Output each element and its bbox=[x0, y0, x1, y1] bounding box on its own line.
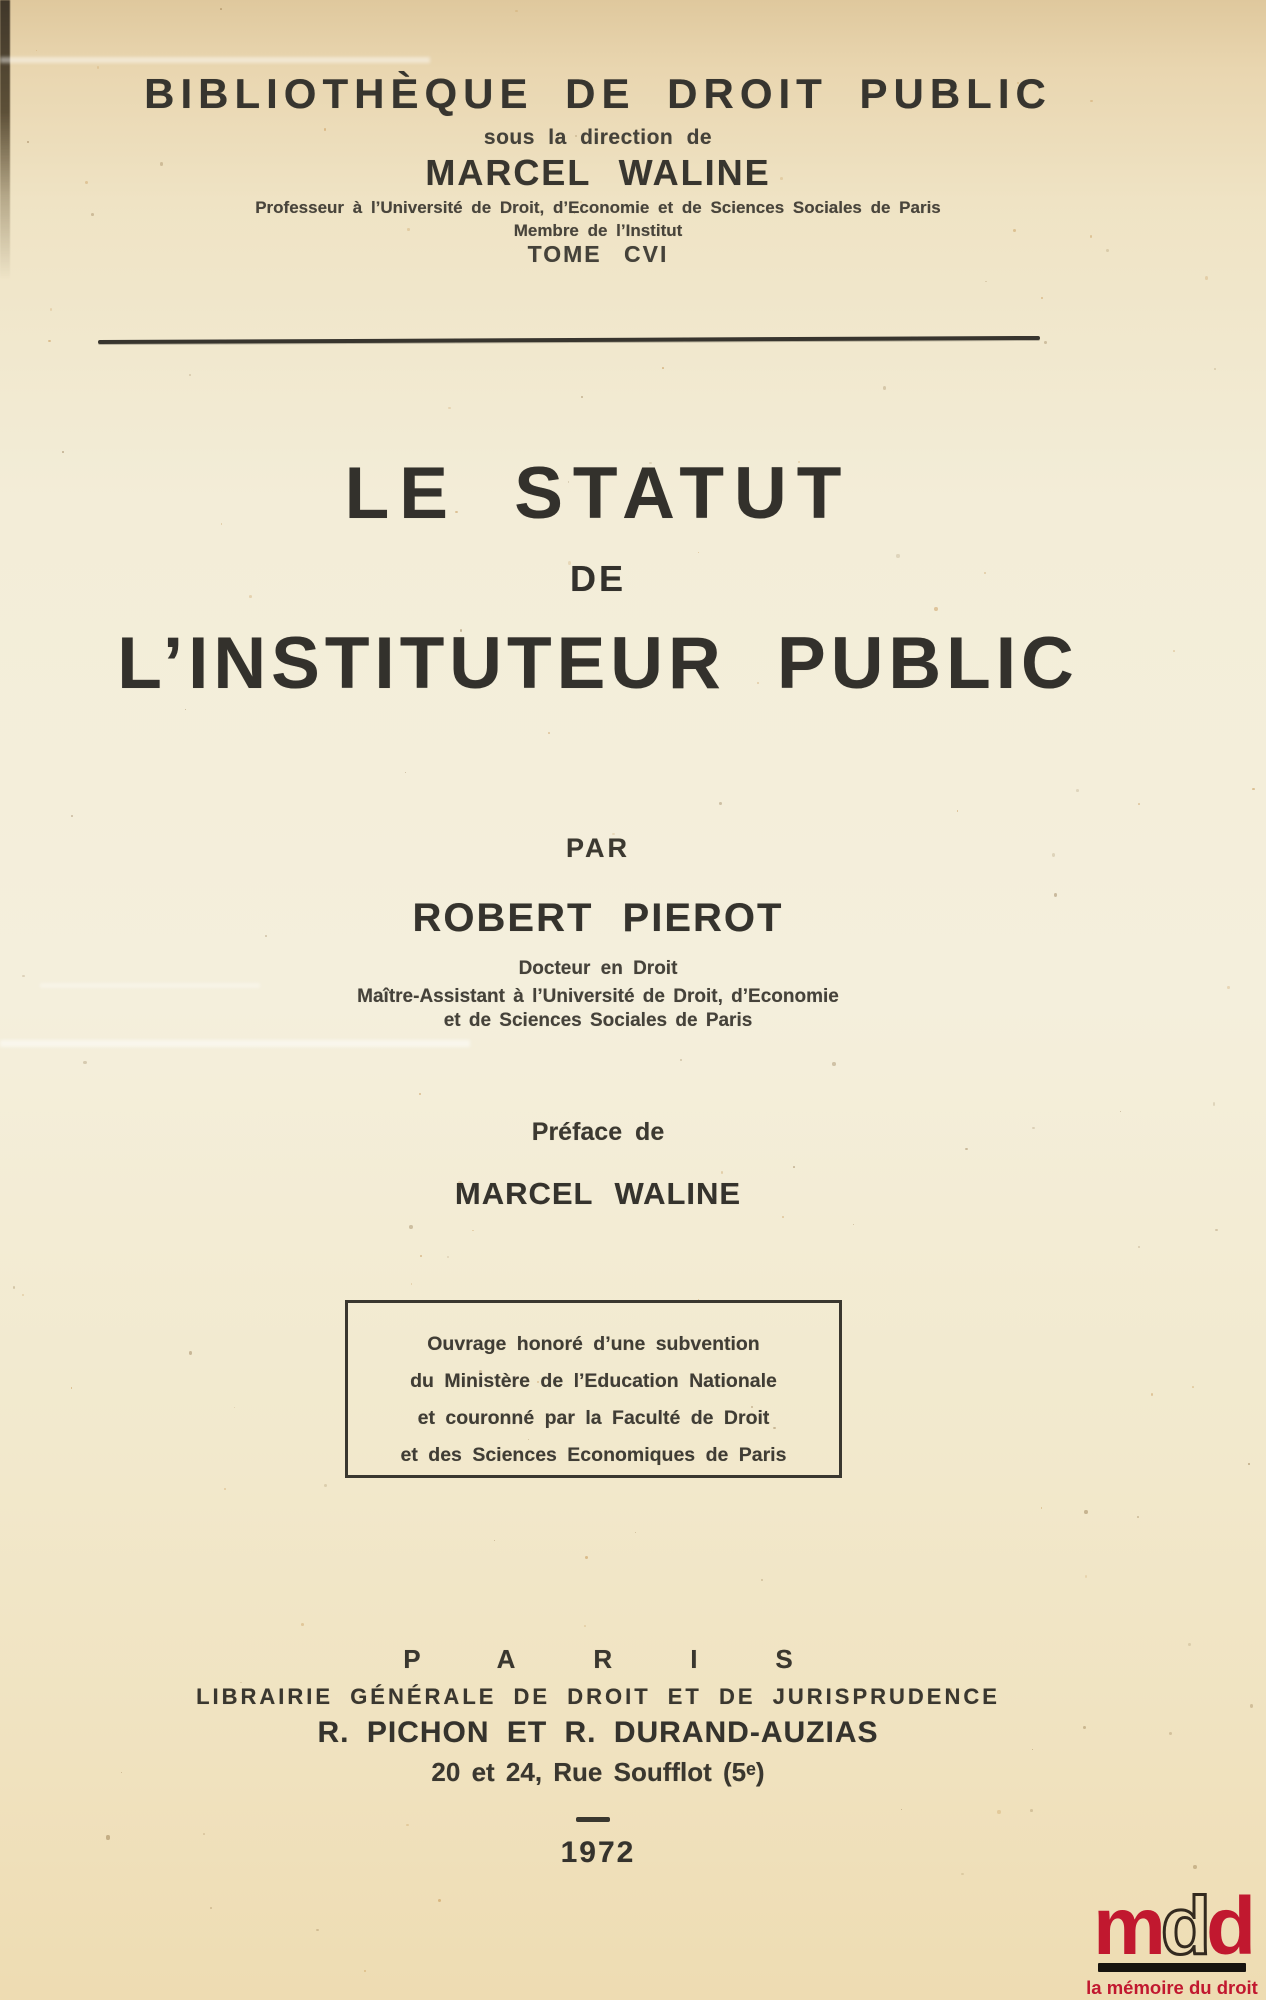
series-title: BIBLIOTHÈQUE DE DROIT PUBLIC bbox=[144, 70, 1052, 117]
separator-dash bbox=[576, 1817, 610, 1822]
book-title-line1: LE STATUT bbox=[344, 453, 852, 534]
mdd-logo-word bbox=[1086, 1881, 1258, 1972]
award-box-line4: et des Sciences Economiques de Paris bbox=[400, 1444, 787, 1466]
preface-label: Préface de bbox=[531, 1118, 665, 1146]
imprint-address: 20 et 24, Rue Soufflot (5ᵉ) bbox=[431, 1757, 765, 1787]
book-title-line3: L’INSTITUTEUR PUBLIC bbox=[117, 623, 1079, 704]
author-title-line2: Maître-Assistant à l’Université de Droit, d’Economie bbox=[357, 986, 839, 1007]
mdd-letter-m: m bbox=[1092, 1881, 1161, 1972]
mdd-logo-tagline: la mémoire du droit bbox=[1086, 1977, 1258, 1998]
by-label: PAR bbox=[565, 833, 630, 863]
award-box bbox=[345, 1300, 842, 1478]
award-box-line1: Ouvrage honoré d’une subvention bbox=[427, 1333, 760, 1355]
director-title-line2: Membre de l’Institut bbox=[513, 221, 683, 240]
author-name: ROBERT PIEROT bbox=[412, 896, 784, 940]
author-title-line3: et de Sciences Sociales de Paris bbox=[443, 1010, 753, 1031]
imprint-publisher: LIBRAIRIE GÉNÉRALE DE DROIT ET DE JURISPRUDENCE bbox=[196, 1684, 1000, 1709]
award-box-line3: et couronné par la Faculté de Droit bbox=[417, 1407, 770, 1429]
tome-number: TOME CVI bbox=[527, 241, 669, 267]
mdd-letter-d-outline: d bbox=[1160, 1881, 1206, 1972]
preface-author-name: MARCEL WALINE bbox=[454, 1176, 742, 1211]
imprint-year: 1972 bbox=[560, 1836, 636, 1869]
direction-label: sous la direction de bbox=[483, 126, 713, 149]
director-title-line1: Professeur à l’Université de Droit, d’Economie et de Sciences Sociales de Paris bbox=[255, 198, 941, 217]
imprint-city: PARIS bbox=[403, 1644, 871, 1674]
book-title-line2: DE bbox=[569, 558, 626, 599]
series-director-name: MARCEL WALINE bbox=[425, 152, 771, 193]
imprint-publisher-names: R. PICHON ET R. DURAND-AUZIAS bbox=[317, 1716, 879, 1749]
mdd-logo bbox=[1086, 1881, 1258, 1999]
horizontal-rule bbox=[98, 336, 1040, 344]
award-box-line2: du Ministère de l’Education Nationale bbox=[410, 1370, 777, 1392]
author-title-line1: Docteur en Droit bbox=[518, 958, 678, 979]
mdd-letter-d-solid: d bbox=[1205, 1881, 1252, 1972]
